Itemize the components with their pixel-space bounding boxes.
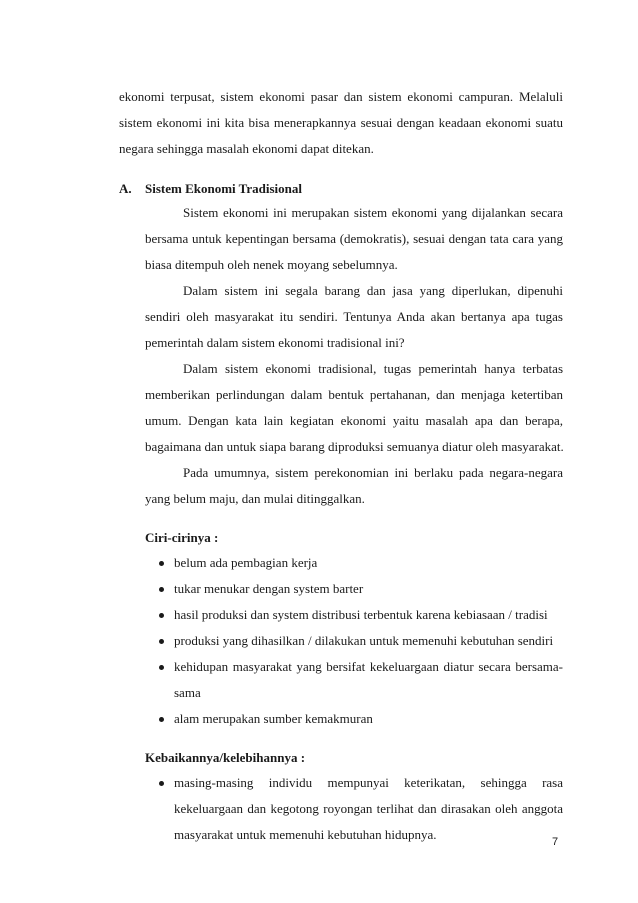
kebaikan-item-1-line-2: kekeluargaan dan kegotong royongan terlihat dan dirasakan oleh anggota	[174, 801, 563, 816]
bullet-icon	[158, 659, 166, 675]
ciri-item-6: alam merupakan sumber kemakmuran	[174, 711, 373, 726]
intro-line-3: negara sehingga masalah ekonomi dapat ditekan.	[119, 141, 374, 156]
ciri-item-3: hasil produksi dan system distribusi terbentuk karena kebiasaan / tradisi	[174, 607, 548, 622]
ciri-item-2: tukar menukar dengan system barter	[174, 581, 364, 596]
paragraph-1-line-2: bersama untuk kepentingan bersama (demokratis), sesuai dengan tata cara yang	[145, 231, 563, 246]
section-letter: A.	[119, 181, 132, 196]
ciri-item-5-line-2: sama	[174, 685, 201, 700]
paragraph-2-line-1: Dalam sistem ini segala barang dan jasa yang diperlukan, dipenuhi	[183, 283, 563, 298]
page-number: 7	[552, 836, 559, 848]
bullet-icon	[158, 633, 166, 649]
paragraph-1-line-3: biasa ditempuh oleh nenek moyang sebelumnya.	[145, 257, 398, 272]
ciri-heading: Ciri-cirinya :	[145, 530, 219, 545]
kebaikan-heading: Kebaikannya/kelebihannya :	[145, 750, 306, 765]
ciri-item-4: produksi yang dihasilkan / dilakukan untuk memenuhi kebutuhan sendiri	[174, 633, 554, 648]
paragraph-3-line-4: bagaimana dan untuk siapa barang diproduksi semuanya diatur oleh masyarakat.	[145, 439, 564, 454]
kebaikan-item-1-line-3: masyarakat untuk memenuhi kebutuhan hidupnya.	[174, 827, 437, 842]
bullet-icon	[158, 607, 166, 623]
bullet-icon	[158, 775, 166, 791]
ciri-item-1: belum ada pembagian kerja	[174, 555, 318, 570]
section-title: Sistem Ekonomi Tradisional	[145, 181, 302, 196]
paragraph-3-line-3: umum. Dengan kata lain kegiatan ekonomi yaitu masalah apa dan berapa,	[145, 413, 563, 428]
paragraph-2-line-2: sendiri oleh masyarakat itu sendiri. Tentunya Anda akan bertanya apa tugas	[145, 309, 563, 324]
intro-line-1: ekonomi terpusat, sistem ekonomi pasar dan sistem ekonomi campuran. Melaluli	[119, 89, 563, 104]
paragraph-3-line-2: memberikan perlindungan dalam bentuk pertahanan, dan menjaga ketertiban	[145, 387, 563, 402]
paragraph-4-line-1: Pada umumnya, sistem perekonomian ini berlaku pada negara-negara	[183, 465, 563, 480]
bullet-icon	[158, 711, 166, 727]
paragraph-2-line-3: pemerintah dalam sistem ekonomi tradisional ini?	[145, 335, 405, 350]
kebaikan-item-1-line-1: masing-masing individu mempunyai keterikatan, sehingga rasa	[174, 775, 563, 790]
paragraph-4-line-2: yang belum maju, dan mulai ditinggalkan.	[145, 491, 365, 506]
bullet-icon	[158, 555, 166, 571]
ciri-item-5-line-1: kehidupan masyarakat yang bersifat kekeluargaan diatur secara bersama-	[174, 659, 563, 674]
paragraph-3-line-1: Dalam sistem ekonomi tradisional, tugas pemerintah hanya terbatas	[183, 361, 563, 376]
bullet-icon	[158, 581, 166, 597]
paragraph-1-line-1: Sistem ekonomi ini merupakan sistem ekonomi yang dijalankan secara	[183, 205, 563, 220]
intro-line-2: sistem ekonomi ini kita bisa menerapkannya sesuai dengan keadaan ekonomi suatu	[119, 115, 563, 130]
